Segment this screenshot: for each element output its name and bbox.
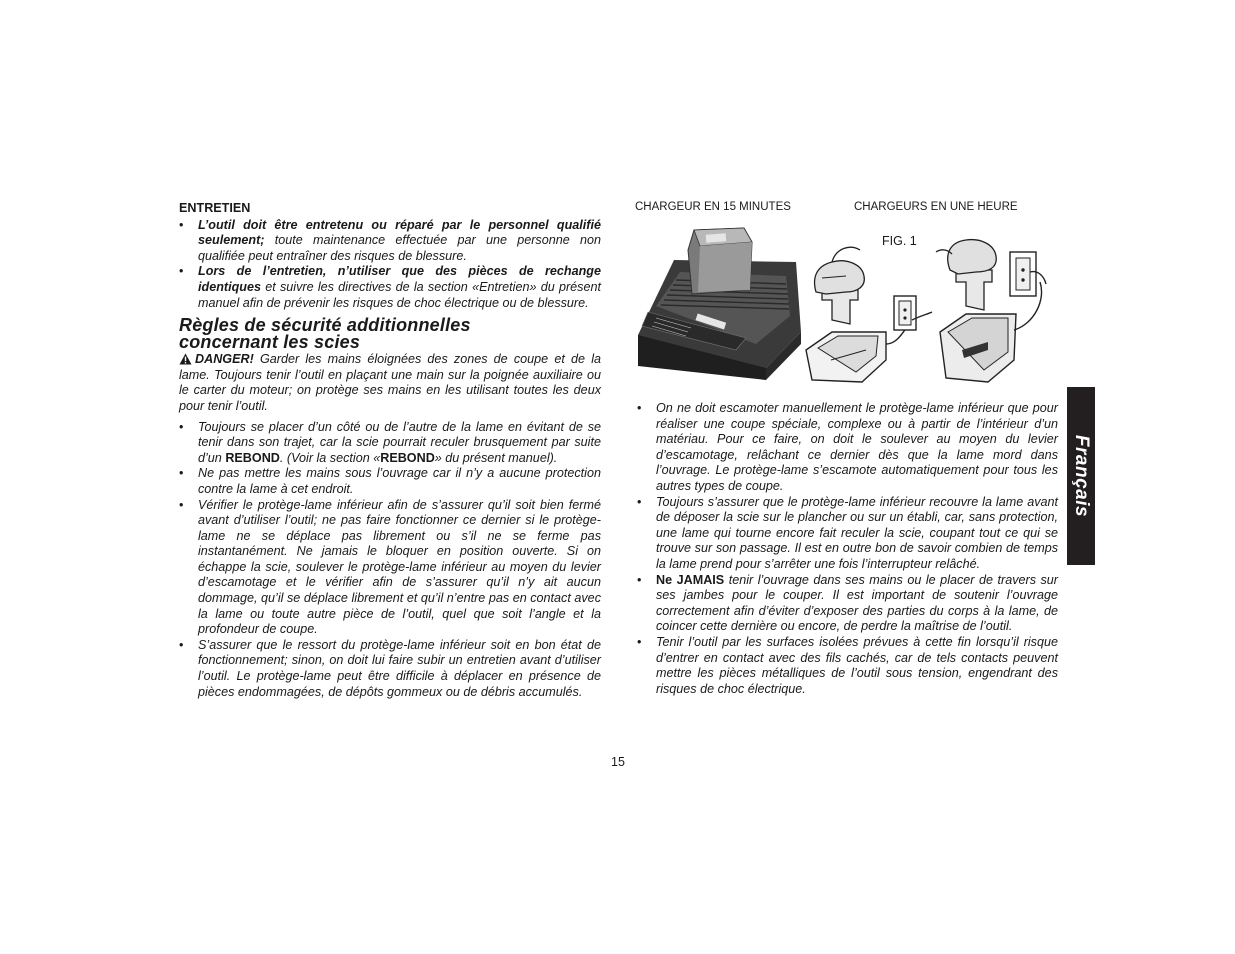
blade-guard-list xyxy=(637,401,1058,697)
list-item: • Toujours s’assurer que le protège-lame inférieur recouvre la lame avant de déposer la scie sur le plancher ou sur un établi, car, sans protection, une lame qui tourne encore fait reculer la scie, coupant tout ce qui se trouve sur son passage. Il est en outre bon de savoir combien de temps la lame prend pour s’arrêter une fois l’interrupteur relâché. xyxy=(637,495,1058,573)
danger-label: DANGER! xyxy=(195,352,254,367)
figure-caption: FIG. 1 xyxy=(882,234,917,248)
right-column xyxy=(637,401,1058,697)
fast-charger-image xyxy=(638,228,801,380)
list-item: • Tenir l’outil par les surfaces isolées prévues à cette fin lorsqu’il risque d’entrer en contact avec des fils cachés, car de tels contacts peuvent mettre les pièces métalliques de l’outil sous tension, engendrant des risques de choc électrique. xyxy=(637,635,1058,697)
list-item: • On ne doit escamoter manuellement le protège-lame inférieur que pour réaliser une coupe spéciale, complexe ou à partir de l’intérieur d’un matériau. Pour ce faire, on doit le soulever au moyen du levier d’escamotage, relâchant ce dernier dès que la lame mord dans l’ouvrage. Le protège-lame s’escamote automatiquement pour tous les autres types de coupe. xyxy=(637,401,1058,495)
one-hour-charger-image-1 xyxy=(806,247,932,382)
list-item: • S’assurer que le ressort du protège-lame inférieur soit en bon état de fonctionnement; sinon, on doit lui faire subir un entretien avant d’utiliser l’outil. Le protège-lame peut être difficile à déplacer en présence de pièces endommagées, de dépôts gommeux ou de débris accumulés. xyxy=(179,638,601,700)
figure-label-15-minutes: CHARGEUR EN 15 MINUTES xyxy=(635,201,791,213)
list-item: • Ne pas mettre les mains sous l’ouvrage car il n’y a aucune protection contre la lame à cet endroit. xyxy=(179,466,601,497)
list-item: • Lors de l’entretien, n’utiliser que des pièces de rechange identiques et suivre les directives de la section «Entretien» du présent manuel afin de prévenir les risques de choc électrique ou de blessure. xyxy=(179,264,601,311)
left-column xyxy=(179,201,601,700)
one-hour-charger-image-2 xyxy=(936,240,1046,382)
language-tab xyxy=(1067,387,1095,565)
list-item: • Vérifier le protège-lame inférieur afin de s’assurer qu’il soit bien fermé avant d’utiliser l’outil; ne pas faire fonctionner ce dernier si le protège-lame ne se déplace pas librement ou s’il ne se ferme pas instantanément. Ne jamais le bloquer en position ouverte. Si on échappe la scie, soulever le protège-lame inférieur au moyen du levier d’escamotage et le vérifier afin de s’assurer qu’il n’y ait aucun dommage, qu’il se déplace librement et qu’il n’entre pas en contact avec la lame ou toute autre pièce de l’outil, quel que soit l’angle et la profondeur de coupe. xyxy=(179,498,601,638)
list-item: • L’outil doit être entretenu ou réparé par le personnel qualifié seulement; toute maintenance effectuée par une personne non qualifiée peut entraîner des risques de blessure. xyxy=(179,218,601,265)
section-heading-regles: Règles de sécurité additionnelles concernant les scies xyxy=(179,315,471,353)
saw-safety-list xyxy=(179,420,601,701)
danger-paragraph: DANGER! Garder les mains éloignées des zones de coupe et de la lame. Toujours tenir l’outil en plaçant une main sur la poignée auxiliaire ou le carter du moteur; on protège ses mains en les utilisant toutes les deux pour tenir l’outil. xyxy=(179,352,601,413)
list-item: • Toujours se placer d’un côté ou de l’autre de la lame en évitant de se tenir dans son trajet, car la scie pourrait reculer brusquement par suite d’un REBOND. (Voir la section «REBOND» du présent manuel). xyxy=(179,420,601,467)
warning-triangle-icon xyxy=(179,353,192,365)
section-title-entretien: ENTRETIEN xyxy=(179,201,251,215)
entretien-list xyxy=(179,218,601,312)
language-tab-label: Français xyxy=(1071,434,1092,518)
page-number: 15 xyxy=(611,755,625,769)
chargers-illustration xyxy=(636,220,1066,388)
list-item: • Ne JAMAIS tenir l’ouvrage dans ses mains ou le placer de travers sur ses jambes pour le couper. Il est important de soutenir l’ouvrage correctement afin d’éviter d’exposer des parties du corps à la lame, de coincer cette dernière ou encore, de perdre la maîtrise de l’outil. xyxy=(637,573,1058,635)
figure-label-one-hour: CHARGEURS EN UNE HEURE xyxy=(854,201,1018,213)
